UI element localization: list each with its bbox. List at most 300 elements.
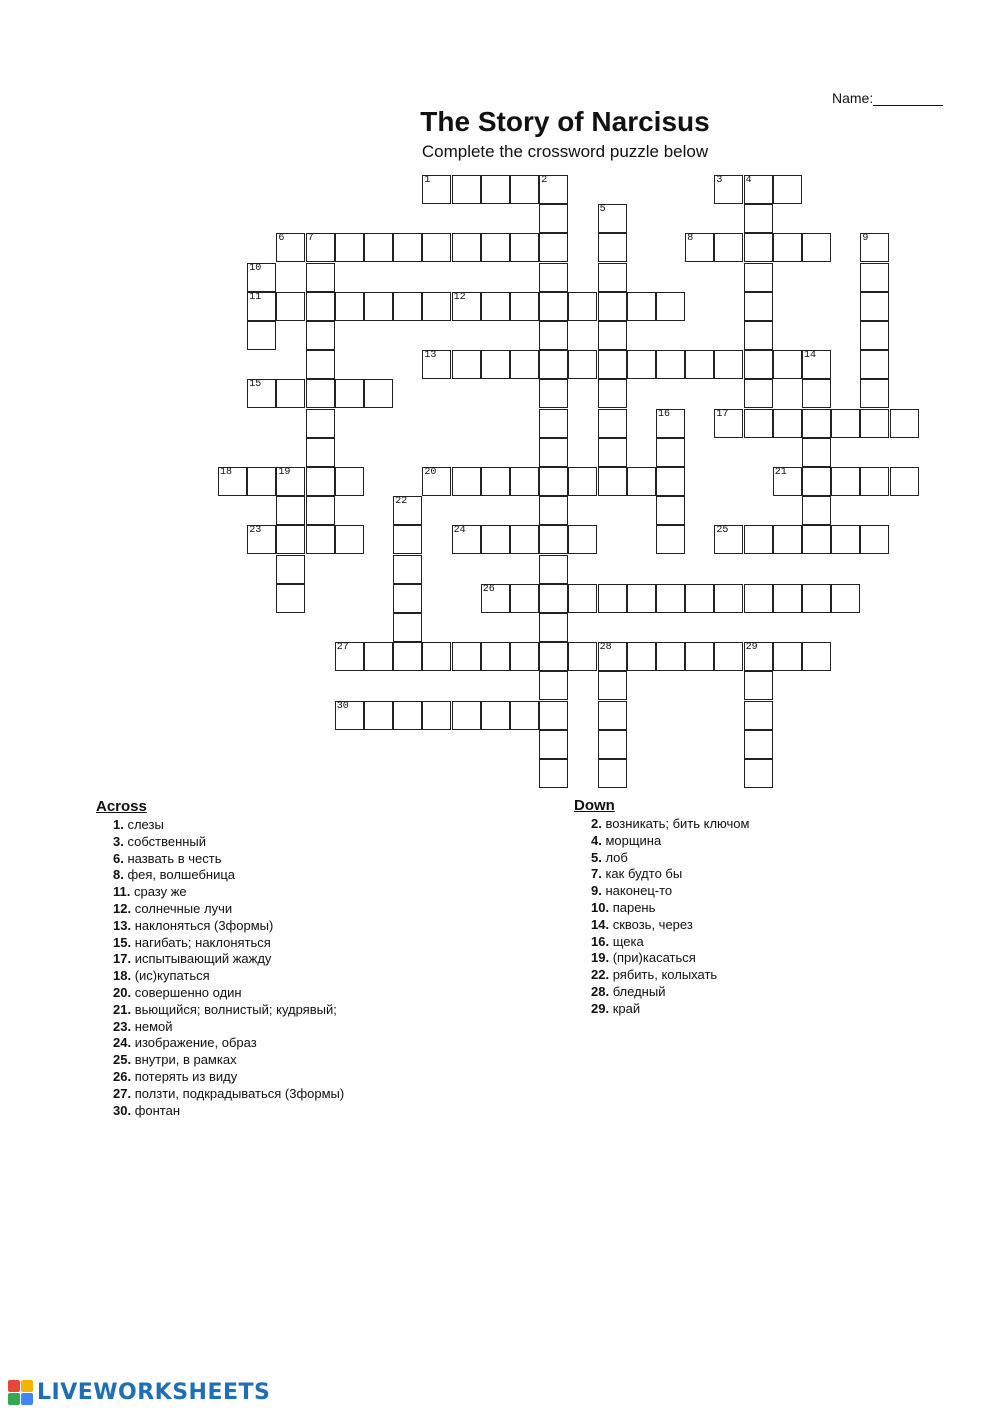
crossword-cell[interactable]	[714, 584, 743, 613]
crossword-cell[interactable]	[890, 467, 919, 496]
crossword-cell[interactable]	[802, 525, 831, 554]
cell-number: 2	[541, 175, 548, 186]
crossword-cell[interactable]	[539, 759, 568, 788]
crossword-cell[interactable]	[802, 642, 831, 671]
crossword-cell[interactable]	[510, 467, 539, 496]
crossword-cell[interactable]	[831, 467, 860, 496]
cell-number: 4	[745, 175, 752, 186]
crossword-cell[interactable]	[714, 175, 743, 204]
crossword-cell[interactable]	[744, 204, 773, 233]
crossword-cell[interactable]	[510, 701, 539, 730]
clue-text: немой	[131, 1018, 173, 1034]
crossword-cell[interactable]	[773, 525, 802, 554]
crossword-cell[interactable]	[393, 642, 422, 671]
crossword-cell[interactable]	[714, 642, 743, 671]
crossword-cell[interactable]	[539, 496, 568, 525]
down-heading: Down	[574, 797, 615, 814]
clue-number: 17.	[113, 951, 132, 967]
crossword-cell[interactable]	[306, 292, 335, 321]
cell-number: 6	[278, 233, 285, 245]
crossword-cell[interactable]	[452, 701, 481, 730]
crossword-cell[interactable]	[656, 292, 685, 321]
clue-number: 26.	[113, 1068, 132, 1084]
cell-number: 5	[599, 204, 606, 216]
cell-number: 24	[453, 525, 466, 537]
cell-number: 14	[804, 350, 817, 362]
cell-number: 30	[336, 700, 349, 712]
crossword-cell[interactable]	[744, 584, 773, 613]
crossword-cell[interactable]	[744, 350, 773, 379]
crossword-cell[interactable]	[364, 379, 393, 408]
crossword-cell[interactable]	[539, 525, 568, 554]
clue-item	[96, 867, 344, 884]
crossword-cell[interactable]	[744, 642, 773, 671]
crossword-cell[interactable]	[656, 584, 685, 613]
crossword-cell[interactable]	[568, 525, 597, 554]
crossword-cell[interactable]	[802, 584, 831, 613]
clue-text: фея, волшебница	[123, 867, 236, 883]
clue-text: морщина	[601, 832, 662, 848]
crossword-cell[interactable]	[627, 584, 656, 613]
clue-item	[574, 900, 749, 917]
clue-number: 2.	[591, 816, 602, 831]
crossword-cell[interactable]	[773, 467, 802, 496]
down-clues	[574, 797, 749, 1018]
clue-item	[574, 866, 749, 883]
clue-item	[96, 884, 344, 901]
crossword-cell[interactable]	[306, 525, 335, 554]
clue-number: 27.	[113, 1085, 132, 1101]
page-subtitle: Complete the crossword puzzle below	[421, 142, 709, 161]
crossword-cell[interactable]	[422, 701, 451, 730]
clue-number: 12.	[113, 900, 132, 916]
clue-number: 16.	[591, 933, 610, 949]
clue-text: фонтан	[131, 1102, 181, 1118]
crossword-cell[interactable]	[306, 467, 335, 496]
clue-number: 7.	[591, 866, 602, 882]
crossword-cell[interactable]	[656, 350, 685, 379]
crossword-cell[interactable]	[247, 292, 276, 321]
clue-text: край	[609, 1000, 641, 1016]
crossword-cell[interactable]	[568, 350, 597, 379]
clue-text: как будто бы	[601, 866, 683, 882]
crossword-cell[interactable]	[656, 467, 685, 496]
crossword-cell[interactable]	[568, 292, 597, 321]
crossword-cell[interactable]	[510, 292, 539, 321]
logo-square	[21, 1380, 33, 1392]
crossword-cell[interactable]	[276, 379, 305, 408]
crossword-cell[interactable]	[306, 496, 335, 525]
crossword-cell[interactable]	[860, 379, 889, 408]
cell-number: 1	[424, 175, 431, 186]
cell-number: 3	[716, 175, 723, 186]
clue-item	[96, 985, 344, 1002]
crossword-cell[interactable]	[802, 409, 831, 438]
crossword-cell[interactable]	[568, 584, 597, 613]
crossword-cell[interactable]	[568, 642, 597, 671]
crossword-cell[interactable]	[335, 379, 364, 408]
crossword-cell[interactable]	[860, 321, 889, 350]
clue-number: 28.	[591, 983, 610, 999]
crossword-cell[interactable]	[306, 379, 335, 408]
crossword-cell[interactable]	[481, 292, 510, 321]
crossword-cell[interactable]	[802, 438, 831, 467]
clue-text: парень	[609, 899, 656, 915]
crossword-cell[interactable]	[598, 204, 627, 233]
cell-number: 28	[599, 642, 612, 654]
cell-number: 19	[278, 467, 291, 478]
crossword-cell[interactable]	[773, 409, 802, 438]
crossword-cell[interactable]	[773, 233, 802, 262]
crossword-cell[interactable]	[714, 525, 743, 554]
crossword-cell[interactable]	[335, 701, 364, 730]
crossword-cell[interactable]	[276, 496, 305, 525]
cell-number: 10	[249, 262, 262, 274]
crossword-cell[interactable]	[860, 525, 889, 554]
crossword-cell[interactable]	[247, 379, 276, 408]
crossword-cell[interactable]	[276, 233, 305, 262]
clue-number: 18.	[113, 968, 132, 984]
crossword-cell[interactable]	[831, 525, 860, 554]
crossword-cell[interactable]	[335, 292, 364, 321]
crossword-cell[interactable]	[860, 467, 889, 496]
crossword-cell[interactable]	[744, 263, 773, 292]
clue-item	[96, 901, 344, 918]
crossword-cell[interactable]	[481, 350, 510, 379]
clue-number: 10.	[591, 899, 610, 915]
crossword-cell[interactable]	[744, 292, 773, 321]
clue-item	[96, 1103, 344, 1120]
across-clues	[96, 798, 344, 1119]
crossword-cell[interactable]	[364, 701, 393, 730]
clue-text: (ис)купаться	[131, 968, 210, 984]
cell-number: 27	[336, 642, 349, 654]
crossword-cell[interactable]	[598, 584, 627, 613]
clue-number: 11.	[113, 884, 131, 900]
clue-text: потерять из виду	[131, 1068, 238, 1084]
clue-number: 30.	[113, 1102, 132, 1118]
crossword-cell[interactable]	[802, 467, 831, 496]
crossword-cell[interactable]	[860, 292, 889, 321]
cell-number: 9	[862, 233, 869, 245]
crossword-cell[interactable]	[744, 671, 773, 700]
crossword-cell[interactable]	[568, 467, 597, 496]
clue-text: вьющийся; волнистый; кудрявый;	[131, 1001, 337, 1017]
clue-text: (при)касаться	[609, 950, 696, 966]
crossword-cell[interactable]	[539, 730, 568, 759]
crossword-cell[interactable]	[685, 584, 714, 613]
crossword-cell[interactable]	[335, 467, 364, 496]
crossword-cell[interactable]	[247, 525, 276, 554]
clue-text: слезы	[123, 817, 164, 832]
crossword-cell[interactable]	[831, 409, 860, 438]
crossword-cell[interactable]	[510, 350, 539, 379]
logo-square	[8, 1380, 20, 1392]
cell-number: 15	[249, 379, 262, 391]
clue-text: совершенно один	[131, 984, 242, 1000]
clue-number: 23.	[113, 1018, 132, 1034]
crossword-cell[interactable]	[335, 642, 364, 671]
crossword-cell[interactable]	[627, 292, 656, 321]
clue-number: 25.	[113, 1052, 132, 1068]
cell-number: 29	[745, 642, 758, 654]
clue-item	[96, 1052, 344, 1069]
clue-item	[574, 833, 749, 850]
crossword-cell[interactable]	[744, 759, 773, 788]
logo-square	[8, 1393, 20, 1405]
crossword-cell[interactable]	[773, 642, 802, 671]
crossword-cell[interactable]	[481, 233, 510, 262]
clue-item	[96, 817, 344, 834]
cell-number: 8	[687, 233, 694, 245]
crossword-cell[interactable]	[860, 409, 889, 438]
crossword-cell[interactable]	[539, 467, 568, 496]
crossword-cell[interactable]	[744, 233, 773, 262]
crossword-cell[interactable]	[539, 263, 568, 292]
crossword-cell[interactable]	[218, 467, 247, 496]
crossword-cell[interactable]	[481, 467, 510, 496]
crossword-cell[interactable]	[539, 642, 568, 671]
crossword-cell[interactable]	[247, 321, 276, 350]
crossword-cell[interactable]	[481, 525, 510, 554]
clue-text: внутри, в рамках	[131, 1052, 237, 1068]
crossword-cell[interactable]	[831, 584, 860, 613]
clue-number: 1.	[113, 817, 124, 832]
clue-item	[96, 1002, 344, 1019]
cell-number: 17	[716, 408, 729, 420]
crossword-cell[interactable]	[598, 467, 627, 496]
crossword-cell[interactable]	[627, 467, 656, 496]
crossword-cell[interactable]	[364, 292, 393, 321]
crossword-cell[interactable]	[598, 701, 627, 730]
crossword-cell[interactable]	[656, 496, 685, 525]
clue-text: нагибать; наклоняться	[131, 934, 271, 950]
crossword-cell[interactable]	[627, 350, 656, 379]
crossword-cell[interactable]	[598, 379, 627, 408]
clue-item	[574, 917, 749, 934]
clue-text: собственный	[123, 833, 207, 849]
down-clue-list	[574, 816, 749, 1018]
crossword-cell[interactable]	[306, 321, 335, 350]
crossword-cell[interactable]	[539, 350, 568, 379]
clue-text: рябить, колыхать	[609, 967, 718, 983]
crossword-cell[interactable]	[247, 263, 276, 292]
clue-number: 9.	[591, 883, 602, 899]
crossword-cell[interactable]	[773, 350, 802, 379]
crossword-cell[interactable]	[393, 584, 422, 613]
crossword-cell[interactable]	[802, 233, 831, 262]
clue-text: возникать; бить ключом	[601, 816, 750, 831]
crossword-cell[interactable]	[539, 321, 568, 350]
clue-item	[96, 1069, 344, 1086]
crossword-cell[interactable]	[510, 525, 539, 554]
clue-number: 13.	[113, 917, 132, 933]
crossword-cell[interactable]	[539, 292, 568, 321]
crossword-cell[interactable]	[656, 525, 685, 554]
crossword-cell[interactable]	[539, 233, 568, 262]
crossword-cell[interactable]	[422, 233, 451, 262]
crossword-cell[interactable]	[422, 467, 451, 496]
crossword-cell[interactable]	[598, 438, 627, 467]
crossword-cell[interactable]	[481, 642, 510, 671]
crossword-cell[interactable]	[306, 409, 335, 438]
crossword-cell[interactable]	[452, 525, 481, 554]
crossword-cell[interactable]	[422, 350, 451, 379]
crossword-cell[interactable]	[306, 233, 335, 262]
crossword-cell[interactable]	[452, 175, 481, 204]
crossword-cell[interactable]	[335, 525, 364, 554]
cell-number: 25	[716, 525, 729, 537]
crossword-cell[interactable]	[539, 204, 568, 233]
crossword-cell[interactable]	[598, 292, 627, 321]
clue-item	[96, 935, 344, 952]
crossword-cell[interactable]	[744, 525, 773, 554]
crossword-cell[interactable]	[744, 701, 773, 730]
clue-text: наконец-то	[601, 883, 673, 899]
clue-item	[574, 883, 749, 900]
cell-number: 18	[220, 467, 233, 478]
crossword-cell[interactable]	[306, 263, 335, 292]
crossword-cell[interactable]	[539, 438, 568, 467]
crossword-cell[interactable]	[276, 467, 305, 496]
crossword-cell[interactable]	[656, 642, 685, 671]
crossword-cell[interactable]	[452, 350, 481, 379]
name-label: Name:	[832, 90, 874, 106]
clue-item	[574, 984, 749, 1001]
crossword-cell[interactable]	[422, 175, 451, 204]
crossword-cell[interactable]	[393, 233, 422, 262]
crossword-cell[interactable]	[539, 671, 568, 700]
crossword-cell[interactable]	[539, 584, 568, 613]
clue-number: 20.	[113, 984, 132, 1000]
crossword-cell[interactable]	[452, 642, 481, 671]
crossword-cell[interactable]	[860, 233, 889, 262]
crossword-cell[interactable]	[335, 233, 364, 262]
clue-item	[574, 950, 749, 967]
clue-item	[96, 1019, 344, 1036]
crossword-cell[interactable]	[802, 379, 831, 408]
clue-number: 22.	[591, 967, 610, 983]
crossword-cell[interactable]	[393, 613, 422, 642]
crossword-cell[interactable]	[598, 759, 627, 788]
crossword-cell[interactable]	[539, 175, 568, 204]
crossword-cell[interactable]	[276, 292, 305, 321]
crossword-cell[interactable]	[656, 409, 685, 438]
crossword-cell[interactable]	[276, 525, 305, 554]
crossword-cell[interactable]	[890, 409, 919, 438]
crossword-cell[interactable]	[744, 409, 773, 438]
crossword-cell[interactable]	[481, 584, 510, 613]
crossword-cell[interactable]	[714, 350, 743, 379]
clue-item	[574, 816, 749, 833]
clue-item	[96, 951, 344, 968]
crossword-cell[interactable]	[598, 263, 627, 292]
brand-name: LIVEWORKSHEETS	[37, 1380, 271, 1405]
crossword-cell[interactable]	[510, 642, 539, 671]
crossword-cell[interactable]	[481, 175, 510, 204]
crossword-cell[interactable]	[598, 350, 627, 379]
crossword-cell[interactable]	[627, 642, 656, 671]
crossword-cell[interactable]	[364, 642, 393, 671]
page-title: The Story of Narcisus	[420, 106, 710, 137]
clue-item	[574, 967, 749, 984]
crossword-cell[interactable]	[598, 409, 627, 438]
cell-number: 11	[249, 291, 262, 303]
clue-number: 19.	[591, 950, 610, 966]
cell-number: 7	[307, 233, 314, 245]
crossword-cell[interactable]	[598, 671, 627, 700]
crossword-cell[interactable]	[744, 175, 773, 204]
crossword-cell[interactable]	[714, 409, 743, 438]
crossword-cell[interactable]	[452, 233, 481, 262]
crossword-cell[interactable]	[393, 496, 422, 525]
crossword-cell[interactable]	[452, 292, 481, 321]
crossword-cell[interactable]	[685, 233, 714, 262]
cell-number: 21	[774, 467, 787, 478]
clue-item	[96, 834, 344, 851]
crossword-cell[interactable]	[598, 321, 627, 350]
clue-number: 21.	[113, 1001, 132, 1017]
crossword-cell[interactable]	[860, 350, 889, 379]
crossword-cell[interactable]	[773, 175, 802, 204]
crossword-cell[interactable]	[744, 730, 773, 759]
crossword-cell[interactable]	[364, 233, 393, 262]
crossword-cell[interactable]	[306, 438, 335, 467]
crossword-cell[interactable]	[510, 175, 539, 204]
crossword-cell[interactable]	[539, 409, 568, 438]
crossword-cell[interactable]	[393, 292, 422, 321]
crossword-cell[interactable]	[422, 642, 451, 671]
crossword-cell[interactable]	[685, 642, 714, 671]
crossword-cell[interactable]	[539, 379, 568, 408]
liveworksheets-logo-icon	[8, 1380, 33, 1405]
crossword-cell[interactable]	[802, 350, 831, 379]
crossword-cell[interactable]	[539, 613, 568, 642]
logo-square	[21, 1393, 33, 1405]
crossword-cell[interactable]	[276, 555, 305, 584]
crossword-cell[interactable]	[744, 379, 773, 408]
crossword-cell[interactable]	[860, 263, 889, 292]
crossword-cell[interactable]	[773, 584, 802, 613]
crossword-cell[interactable]	[685, 350, 714, 379]
crossword-cell[interactable]	[393, 701, 422, 730]
crossword-cell[interactable]	[306, 350, 335, 379]
crossword-cell[interactable]	[598, 642, 627, 671]
crossword-cell[interactable]	[598, 233, 627, 262]
crossword-cell[interactable]	[744, 321, 773, 350]
clue-text: лоб	[601, 849, 628, 865]
clue-number: 15.	[113, 934, 132, 950]
crossword-cell[interactable]	[539, 701, 568, 730]
crossword-cell[interactable]	[598, 730, 627, 759]
crossword-cell[interactable]	[510, 233, 539, 262]
crossword-cell[interactable]	[247, 467, 276, 496]
clue-text: щека	[609, 933, 644, 949]
crossword-cell[interactable]	[393, 525, 422, 554]
crossword-cell[interactable]	[276, 584, 305, 613]
crossword-cell[interactable]	[714, 233, 743, 262]
crossword-cell[interactable]	[539, 555, 568, 584]
crossword-cell[interactable]	[452, 467, 481, 496]
crossword-cell[interactable]	[510, 584, 539, 613]
crossword-cell[interactable]	[481, 701, 510, 730]
crossword-cell[interactable]	[656, 438, 685, 467]
crossword-cell[interactable]	[393, 555, 422, 584]
crossword-cell[interactable]	[802, 496, 831, 525]
clue-number: 8.	[113, 867, 124, 883]
cell-number: 26	[482, 583, 495, 595]
crossword-cell[interactable]	[422, 292, 451, 321]
